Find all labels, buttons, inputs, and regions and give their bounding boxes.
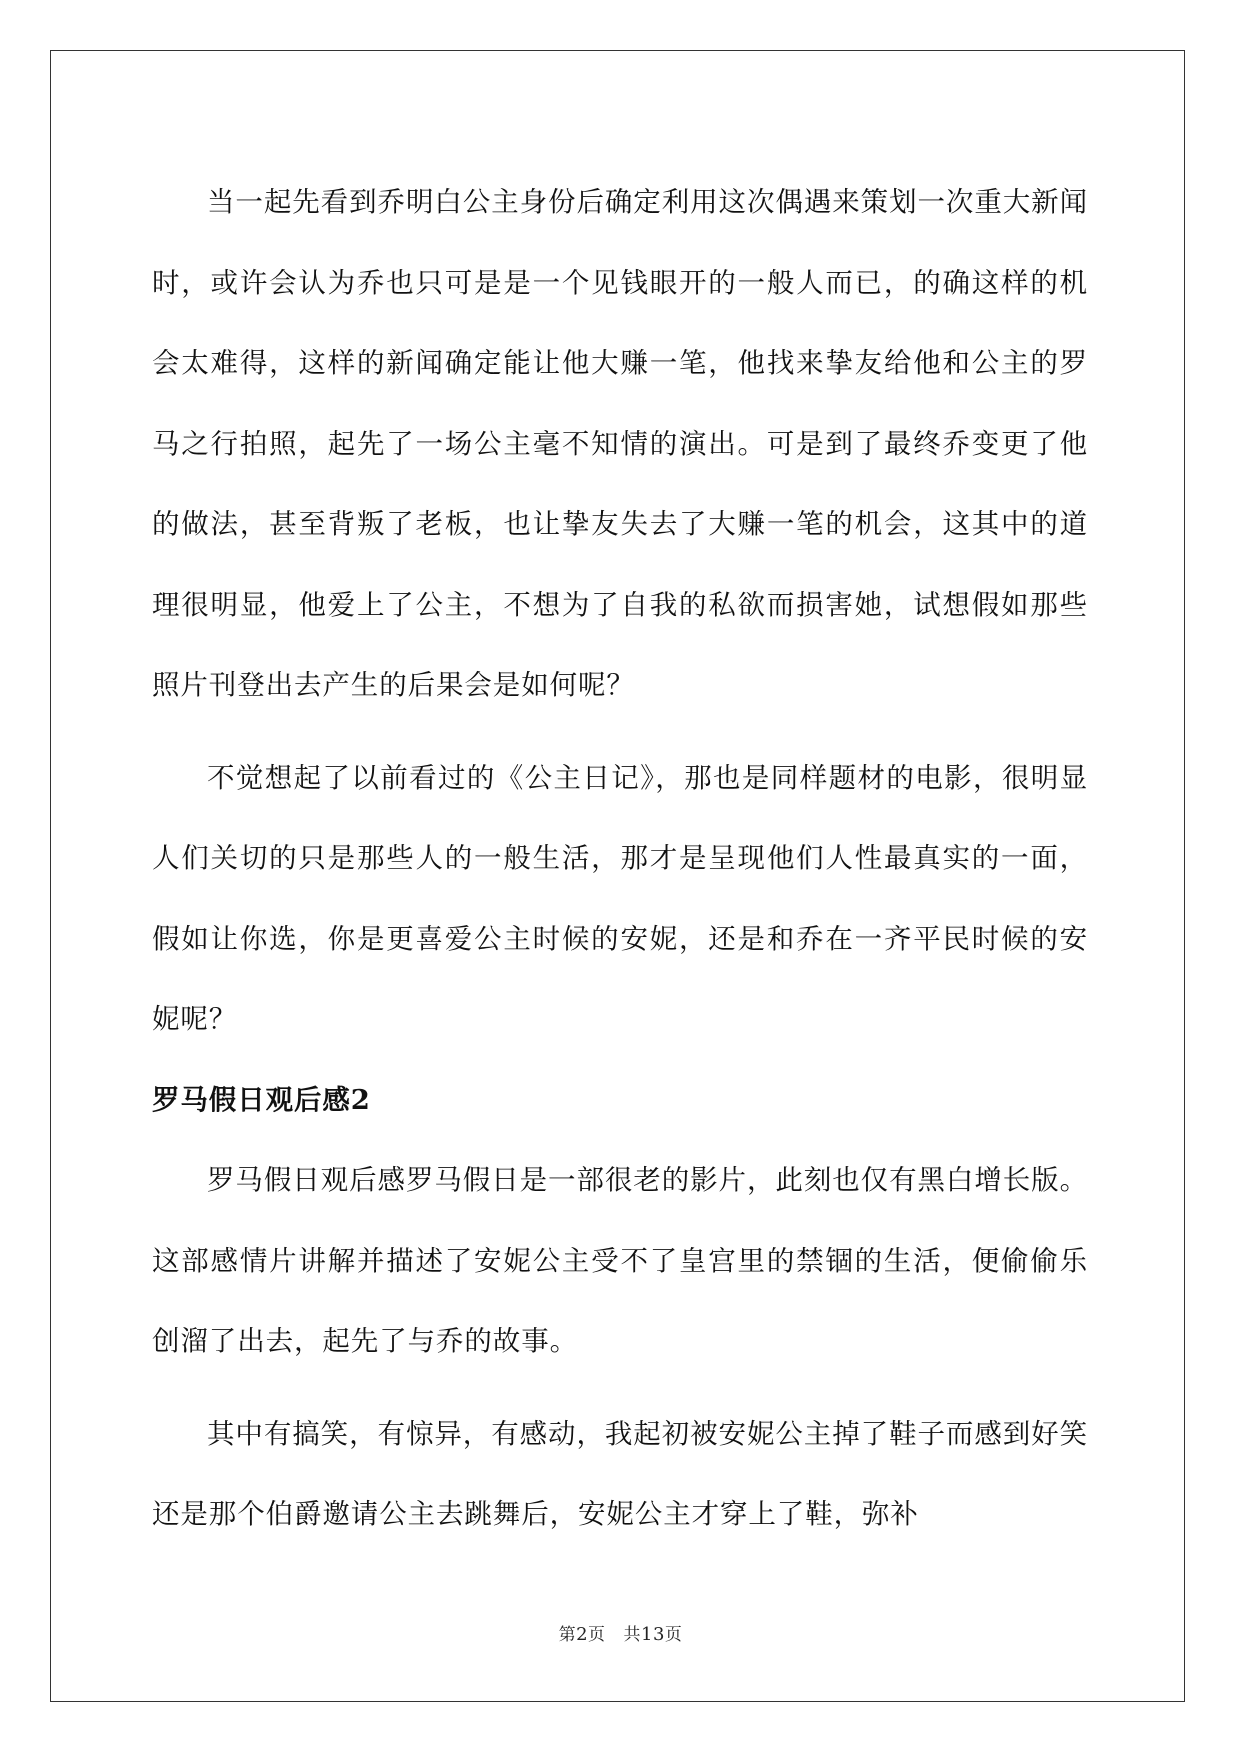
page-footer bbox=[0, 1620, 1241, 1645]
section-heading: 罗马假日观后感2 bbox=[152, 1083, 371, 1116]
page-suffix: 页 bbox=[588, 1625, 606, 1645]
total-prefix: 共 bbox=[623, 1625, 642, 1645]
body-paragraph-4: 其中有搞笑，有惊异，有感动，我起初被安妮公主掉了鞋子而感到好笑还是那个伯爵邀请公主去跳舞后，安妮公主才穿上了鞋，弥补 bbox=[152, 1417, 1088, 1530]
body-paragraph-1: 当一起先看到乔明白公主身份后确定利用这次偶遇来策划一次重大新闻时，或许会认为乔也只可是是一个见钱眼开的一般人而已，的确这样的机会太难得，这样的新闻确定能让他大赚一笔，他找来挚友给他和公主的罗马之行拍照，起先了一场公主毫不知情的演出。可是到了最终乔变更了他的做法，甚至背叛了老板，也让挚友失去了大赚一笔的机会，这其中的道理很明显，他爱上了公主，不想为了自我的私欲而损害她，试想假如那些照片刊登出去产生的后果会是如何呢？ bbox=[152, 186, 1088, 701]
body-paragraph-3: 罗马假日观后感罗马假日是一部很老的影片，此刻也仅有黑白增长版。这部感情片讲解并描述了安妮公主受不了皇宫里的禁锢的生活，便偷偷乐创溜了出去，起先了与乔的故事。 bbox=[152, 1164, 1088, 1357]
total-suffix: 页 bbox=[664, 1625, 683, 1645]
page-prefix: 第 bbox=[558, 1625, 577, 1645]
page-current-number: 2 bbox=[576, 1624, 589, 1645]
body-paragraph-2: 不觉想起了以前看过的《公主日记》，那也是同样题材的电影，很明显人们关切的只是那些人的一般生活，那才是呈现他们人性最真实的一面，假如让你选，你是更喜爱公主时候的安妮，还是和乔在一齐平民时候的安妮呢？ bbox=[152, 761, 1088, 1035]
document-body bbox=[152, 162, 1088, 1555]
page-total-number: 13 bbox=[641, 1624, 665, 1645]
